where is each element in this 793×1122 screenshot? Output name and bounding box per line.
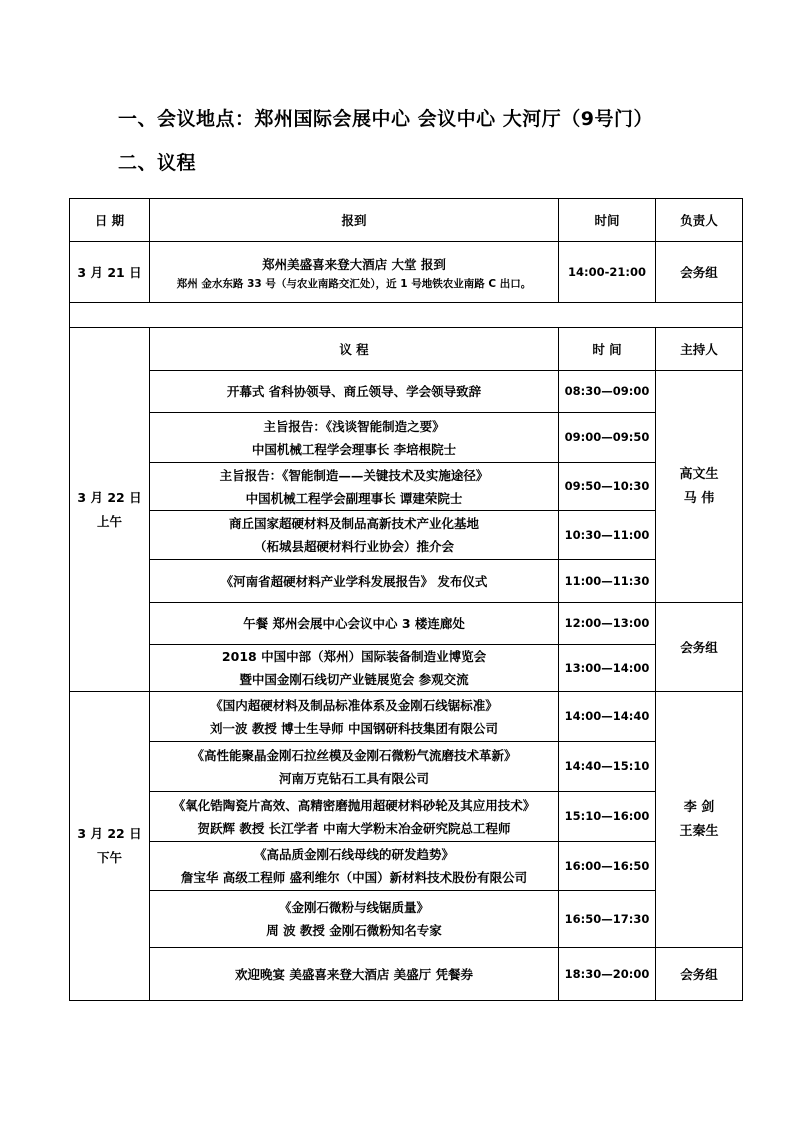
header-time: 时间 <box>559 199 656 242</box>
table-header-row <box>70 199 743 242</box>
agenda-time: 15:10—16:00 <box>559 792 656 842</box>
agenda-item: 《氧化锆陶瓷片高效、高精密磨抛用超硬材料砂轮及其应用技术》 贺跃辉 教授 长江学者 中南大学粉末冶金研究院总工程师 <box>150 792 559 842</box>
agenda-time: 09:00—09:50 <box>559 413 656 463</box>
agenda-time: 14:00—14:40 <box>559 692 656 742</box>
table-row <box>70 371 743 413</box>
agenda-item: 《高品质金刚石线母线的研发趋势》 詹宝华 高级工程师 盛利维尔（中国）新材料技术股份有限公司 <box>150 842 559 891</box>
agenda-item: 开幕式 省科协领导、商丘领导、学会领导致辞 <box>150 371 559 413</box>
agenda-time: 10:30—11:00 <box>559 511 656 560</box>
agenda-item: 2018 中国中部（郑州）国际装备制造业博览会 暨中国金刚石线切产业链展览会 参观交流 <box>150 645 559 692</box>
table-row <box>70 692 743 742</box>
checkin-owner: 会务组 <box>656 242 743 303</box>
table-row <box>70 413 743 463</box>
table-row <box>70 603 743 645</box>
table-row <box>70 742 743 792</box>
morning-service: 会务组 <box>656 603 743 692</box>
table-row <box>70 645 743 692</box>
agenda-time: 16:00—16:50 <box>559 842 656 891</box>
table-row <box>70 842 743 891</box>
table-row <box>70 948 743 1001</box>
checkin-venue: 郑州美盛喜来登大酒店 大堂 报到 <box>262 256 446 272</box>
header-date: 日 期 <box>70 199 150 242</box>
agenda-item: 《高性能聚晶金刚石拉丝模及金刚石微粉气流磨技术革新》 河南万克钻石工具有限公司 <box>150 742 559 792</box>
agenda-header-agenda: 议 程 <box>150 328 559 371</box>
agenda-header-time: 时 间 <box>559 328 656 371</box>
header-checkin: 报到 <box>150 199 559 242</box>
section-heading-agenda: 二、议程 <box>118 152 197 174</box>
checkin-date: 3 月 21 日 <box>70 242 150 303</box>
header-owner: 负责人 <box>656 199 743 242</box>
checkin-details <box>150 242 559 303</box>
agenda-time: 14:40—15:10 <box>559 742 656 792</box>
table-row <box>70 463 743 511</box>
agenda-table <box>69 198 743 1001</box>
afternoon-date: 3 月 22 日 下午 <box>70 692 150 1001</box>
checkin-address: 郑州 金水东路 33 号（与农业南路交汇处），近 1 号地铁农业南路 C 出口。 <box>176 277 532 290</box>
agenda-item: 《国内超硬材料及制品标准体系及金刚石线锯标准》 刘一波 教授 博士生导师 中国钢研科技集团有限公司 <box>150 692 559 742</box>
table-row <box>70 560 743 603</box>
checkin-row <box>70 242 743 303</box>
agenda-header-row <box>70 328 743 371</box>
afternoon-host: 李 剑 王秦生 <box>656 692 743 948</box>
table-row <box>70 792 743 842</box>
section-heading-venue: 一、会议地点：郑州国际会展中心 会议中心 大河厅（9号门） <box>118 108 653 130</box>
agenda-time: 09:50—10:30 <box>559 463 656 511</box>
table-row <box>70 891 743 948</box>
agenda-item: 《河南省超硬材料产业学科发展报告》 发布仪式 <box>150 560 559 603</box>
agenda-time: 11:00—11:30 <box>559 560 656 603</box>
agenda-item: 《金刚石微粉与线锯质量》 周 波 教授 金刚石微粉知名专家 <box>150 891 559 948</box>
agenda-item: 主旨报告：《智能制造——关键技术及实施途径》 中国机械工程学会副理事长 谭建荣院士 <box>150 463 559 511</box>
morning-host: 高文生 马 伟 <box>656 371 743 603</box>
agenda-header-host: 主持人 <box>656 328 743 371</box>
agenda-item: 商丘国家超硬材料及制品高新技术产业化基地 （柘城县超硬材料行业协会）推介会 <box>150 511 559 560</box>
agenda-item: 主旨报告：《浅谈智能制造之要》 中国机械工程学会理事长 李培根院士 <box>150 413 559 463</box>
agenda-item: 欢迎晚宴 美盛喜来登大酒店 美盛厅 凭餐券 <box>150 948 559 1001</box>
agenda-time: 13:00—14:00 <box>559 645 656 692</box>
morning-date: 3 月 22 日 上午 <box>70 328 150 692</box>
spacer-cell <box>70 303 743 328</box>
agenda-time: 16:50—17:30 <box>559 891 656 948</box>
checkin-time: 14:00-21:00 <box>559 242 656 303</box>
afternoon-service: 会务组 <box>656 948 743 1001</box>
agenda-time: 18:30—20:00 <box>559 948 656 1001</box>
agenda-item: 午餐 郑州会展中心会议中心 3 楼连廊处 <box>150 603 559 645</box>
agenda-time: 08:30—09:00 <box>559 371 656 413</box>
spacer-row <box>70 303 743 328</box>
table-row <box>70 511 743 560</box>
agenda-time: 12:00—13:00 <box>559 603 656 645</box>
